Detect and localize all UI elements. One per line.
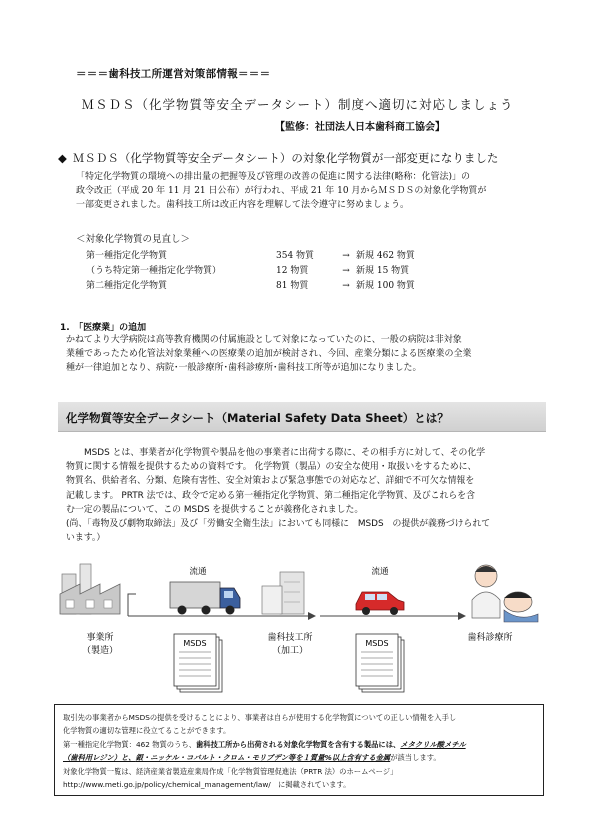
section2-line: います。） [66,533,106,544]
node-sublabel-manufacturer: （製造） [81,646,119,656]
header-label: ＝＝＝歯科技工所運営対策部情報＝＝＝ [76,68,271,80]
info-text: 第一種指定化学物質：462 物質のうち、 [63,739,196,749]
item1-paragraph [66,333,554,375]
review-label: （うち特定第一種指定化学物質） [86,266,222,276]
section2-line: む一定の製品について、この MSDS を提供することが義務化されました。 [66,504,364,515]
section1-line: 一部変更されました。歯科技工所は改正内容を理解して法令遵守に努めましょう。 [76,200,410,210]
review-before: 81 物質 [276,281,309,291]
info-line: 化学物質の適切な管理に役立てることができます。 [63,726,231,736]
flow-label-2: 流通 [371,567,389,577]
section2-line: 記載します。 PRTR 法では、政令で定める第一種指定化学物質、第二種指定化学物質、及びこれらを含 [66,490,476,501]
review-label: 第二種指定化学物質 [86,281,168,291]
review-after: 新規 100 物質 [356,281,415,291]
review-before: 354 物質 [276,251,315,261]
review-row [86,278,466,291]
section1-heading [58,150,498,166]
review-after: 新規 15 物質 [356,266,410,276]
car-icon [356,592,404,615]
item1-line: 業種であったため化管法対象業種への医療業の追加が検討され、今回、産業分類による医療業の全業 [66,349,472,359]
node-label-lab: 歯科技工所 [267,633,313,643]
section1-paragraph [76,170,546,212]
factory-icon [60,564,120,614]
msds-flow-diagram [58,552,548,702]
info-line: 取引先の事業者からMSDSの提供を受けることにより、事業者は自らが使用する化学物質についての正しい情報を入手し [63,713,457,722]
node-label-manufacturer: 事業所 [86,633,114,643]
item1-line: かねてより大学病院は高等教育機関の付属施設として対象になっていたのに、一般の病院は非対象 [66,335,462,345]
section1-line: 政令改正（平成 20 年 11 月 21 日公布）が行われ、平成 21 年 10 月からＭＳＤＳの対象化学物質が [76,186,487,196]
info-underline: メタクリル酸メチル [400,739,466,749]
diamond-bullet-icon: ◆ [58,151,67,165]
flow-label-1: 流通 [189,567,207,577]
section2-line: 物質に関する情報を提供するための資料です。 化学物質（製品）の安全な使用・取扱いをするために、 [66,462,477,473]
section1-line: 「特定化学物質の環境への排出量の把握等及び管理の改善の促進に関する法律(略称：化管法)」の [76,172,471,182]
info-url: http://www.meti.go.jp/policy/chemical_management/law/ に掲載されています。 [63,780,351,790]
arrow-icon: → [342,266,350,276]
review-row [86,263,466,276]
review-heading: ＜対象化学物質の見直し＞ [76,234,191,245]
info-line: 対象化学物質一覧は、経済産業省製造産業局作成「化学物質管理促進法（PRTR 法）のホームページ」 [63,766,398,776]
item1-line: 種が一律追加となり、病院･一般診療所･歯科診療所･歯科技工所等が追加になりました。 [66,363,422,373]
section1-heading-text: ＭＳＤＳ（化学物質等安全データシート）の対象化学物質が一部変更になりました [72,151,499,165]
dentist-patient-icon [472,565,538,622]
info-underline: 銀・ニッケル・コバルト・クロム・モリブデン等を１質量%以上含有する金属 [135,753,391,763]
section2-paragraph [66,446,556,545]
item1-heading: 1. 「医療業」の追加 [60,323,147,333]
node-sublabel-lab: （加工） [271,646,309,656]
section2-line: MSDS とは、事業者が化学物質や製品を他の事業者に出荷する際に、その相手方に対して、その化学 [84,448,486,458]
msds-label-1: MSDS [183,639,207,648]
review-before: 12 物質 [276,266,309,276]
lab-building-icon [262,572,304,614]
msds-label-2: MSDS [365,639,389,648]
supervision-note: 【監修：社団法人日本歯科商工協会】 [275,122,445,133]
arrow-icon: → [342,251,350,261]
info-box [54,704,544,796]
node-label-clinic: 歯科診療所 [467,633,513,643]
arrow-icon: → [342,281,350,291]
review-row [86,248,466,261]
section2-heading: 化学物質等安全データシート（Material Safety Data Sheet）とは？ [66,411,449,425]
info-text: が該当します。 [390,753,441,763]
truck-icon [170,582,240,615]
section2-line: 物質名、供給者名、分類、危険有害性、安全対策および緊急事態での対応など、詳細で不可欠な情報を [66,476,475,487]
info-line [63,751,535,764]
info-underline: （歯科用レジン）と、 [63,753,136,763]
info-emphasis: 歯科技工所から出荷される対象化学物質を含有する製品には、 [196,739,401,749]
review-after: 新規 462 物質 [356,251,415,261]
review-label: 第一種指定化学物質 [86,251,168,261]
info-line [63,738,535,751]
section2-line: (尚、「毒物及び劇物取締法」及び「労働安全衛生法」においても同様に MSDS の提供が義務づけられて [66,519,491,530]
page-title: ＭＳＤＳ（化学物質等安全データシート）制度へ適切に対応しましょう [81,97,514,112]
